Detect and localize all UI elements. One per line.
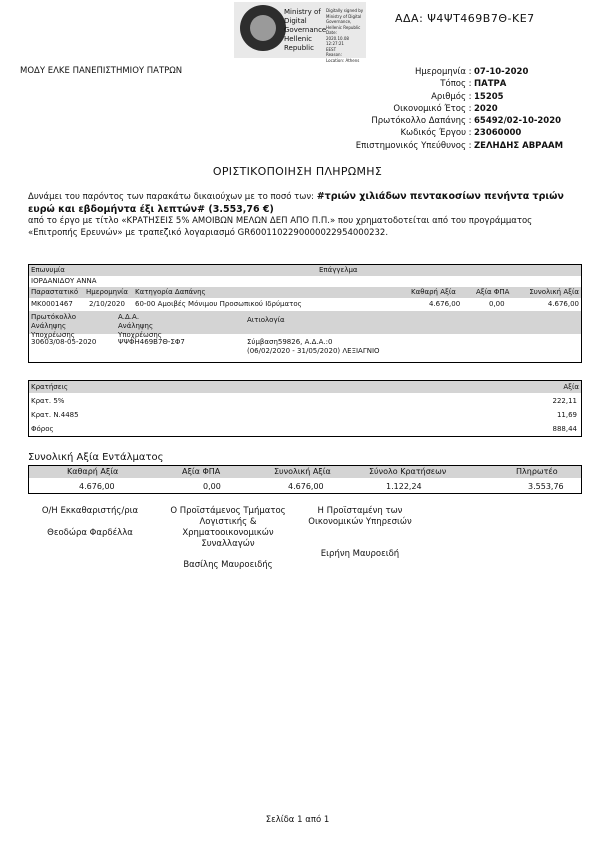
meta-row: Οικονομικό Έτος : 2020	[300, 103, 590, 115]
digital-signature-text	[326, 8, 366, 63]
deduction-value: 222,11	[552, 397, 577, 405]
header-vat: Αξία ΦΠΑ	[476, 288, 510, 296]
deductions-table	[28, 380, 582, 437]
header-total: Συνολική Αξία	[529, 288, 579, 296]
header-date: Ημερομηνία	[86, 288, 129, 296]
seal-center	[250, 15, 276, 41]
meta-value: 23060000	[474, 128, 522, 139]
ministry-name-en	[284, 8, 327, 53]
totals-table	[28, 465, 582, 494]
sig-line: 2020.10.08 12:27:21	[326, 35, 349, 46]
doc-number: ΜΚ0001467	[31, 300, 73, 308]
project-text: από το έργο με τίτλο «ΚΡΑΤΗΣΕΙΣ 5% ΑΜΟΙΒΩΝ ΜΕΛΩΝ ΔΕΠ ΑΠΟ Π.Π.» που χρηματοδοτείται από του προγράμματος «Επιτροπής Ερευνών» με τραπεζικό λογαριασμό GR6001102290000022954000232.	[28, 216, 533, 238]
meta-value: 07-10-2020	[474, 67, 529, 77]
expense-category: 60-00 Αμοιβές Μόνιμου Προσωπικού Ιδρύματος	[135, 300, 302, 308]
header-deduction: Κρατήσεις	[31, 383, 68, 391]
header-reason: Αιτιολογία	[247, 316, 285, 324]
ministry-line: Hellenic Republic	[284, 35, 314, 52]
header-net: Καθαρή Αξία	[67, 467, 119, 476]
payable-total: 3.553,76	[528, 482, 564, 491]
signature-name: Θεοδώρα Φαρδέλλα	[47, 528, 133, 538]
table-row	[29, 276, 581, 287]
payment-description	[28, 191, 580, 239]
header-net: Καθαρή Αξία	[411, 288, 456, 296]
signature-accounting-head	[158, 506, 298, 571]
net-value: 4.676,00	[429, 300, 461, 308]
document-title: ΟΡΙΣΤΙΚΟΠΟΙΗΣΗ ΠΛΗΡΩΜΗΣ	[212, 165, 383, 178]
meta-label: Επιστημονικός Υπεύθυνος	[355, 140, 466, 151]
meta-row: Κωδικός Έργου : 23060000	[300, 127, 590, 139]
beneficiary-table	[28, 264, 582, 363]
meta-label: Ημερομηνία	[414, 67, 466, 77]
header-value: Αξία	[563, 383, 579, 391]
table-header	[29, 287, 581, 298]
organization-name: ΜΟΔΥ ΕΛΚΕ ΠΑΝΕΠΙΣΤΗΜΙΟΥ ΠΑΤΡΩΝ	[20, 66, 183, 76]
totals-title: Συνολική Αξία Εντάλματος	[28, 452, 164, 463]
total-value: 4.676,00	[547, 300, 579, 308]
sig-line: EEST	[326, 46, 337, 52]
header-doc: Παραστατικό	[31, 288, 79, 296]
meta-row: Αριθμός : 15205	[300, 91, 590, 103]
meta-value: 65492/02-10-2020	[474, 116, 562, 127]
meta-label: Αριθμός	[431, 91, 466, 102]
header-profession: Επάγγελμα	[319, 266, 358, 274]
sig-line: Ministry of Digital	[326, 13, 362, 19]
ada-value: ΨΨΦΗ469Β7Θ-ΣΦ7	[118, 338, 185, 346]
header-total: Συνολική Αξία	[274, 467, 331, 476]
header-vat: Αξία ΦΠΑ	[182, 467, 221, 476]
table-header	[29, 311, 581, 339]
sig-line: Hellenic Republic	[326, 24, 361, 30]
meta-value: ΖΕΛΗΔΗΣ ΑΒΡΑΑΜ	[474, 140, 564, 151]
page-number: Σελίδα 1 από 1	[265, 815, 330, 825]
intro-text: Δυνάμει του παρόντος των παρακάτω δικαιούχων με το ποσό των:	[28, 192, 317, 202]
signature-name: Βασίλης Μαυροειδής	[183, 560, 273, 570]
header-protocol: Πρωτόκολλο Ανάληψης Υποχρέωσης	[31, 313, 77, 339]
table-row	[29, 407, 581, 421]
signature-title: Λογιστικής &	[199, 517, 257, 527]
meta-label: Πρωτόκολλο Δαπάνης	[371, 116, 466, 127]
sig-line: Digitally signed by	[326, 8, 364, 13]
protocol-value: 30603/08-05-2020	[31, 338, 97, 346]
meta-row: Επιστημονικός Υπεύθυνος : ΖΕΛΗΔΗΣ ΑΒΡΑΑΜ	[300, 140, 590, 152]
vat-total: 0,00	[203, 482, 221, 491]
table-row	[29, 334, 581, 362]
grand-total: 4.676,00	[288, 482, 324, 491]
meta-row: Πρωτόκολλο Δαπάνης : 65492/02-10-2020	[300, 115, 590, 127]
table-row	[29, 421, 581, 436]
reason-line: Σύμβαση59826, Α.Δ.Α.:0	[247, 338, 333, 346]
net-total: 4.676,00	[79, 482, 115, 491]
meta-label: Κωδικός Έργου	[400, 128, 466, 139]
ministry-line: Governance	[284, 26, 327, 34]
header-name: Επωνυμία	[31, 266, 65, 274]
table-header	[29, 265, 581, 276]
table-header	[29, 466, 581, 478]
deduction-label: Κρατ. 5%	[31, 397, 65, 405]
signature-title: Συναλλαγών	[201, 539, 255, 549]
header-deductions: Σύνολο Κρατήσεων	[369, 467, 447, 476]
table-header	[29, 381, 581, 393]
table-row	[29, 298, 581, 311]
doc-date: 2/10/2020	[89, 300, 125, 308]
vat-value: 0,00	[489, 300, 505, 308]
meta-label: Τόπος	[440, 79, 466, 90]
meta-value: ΠΑΤΡΑ	[474, 79, 507, 90]
meta-row: Ημερομηνία : 07-10-2020	[300, 66, 590, 78]
sig-line: Governance,	[326, 19, 352, 24]
amount-in-words: #τριών χιλιάδων πεντακοσίων πενήντα τριών ευρώ και εβδομήντα έξι λεπτών# (3.553,76 €)	[28, 191, 564, 215]
beneficiary-name: ΙΟΡΔΑΝΙΔΟΥ ΑΝΝΑ	[31, 277, 97, 285]
meta-label: Οικονομικό Έτος	[393, 103, 466, 114]
deduction-label: Φόρος	[31, 425, 54, 433]
ada-code: ΑΔΑ: Ψ4ΨΤ469Β7Θ-ΚΕ7	[395, 12, 535, 25]
sig-line: Location: Athens	[326, 57, 360, 63]
table-row	[29, 478, 581, 493]
table-row	[29, 393, 581, 407]
document-meta	[300, 66, 590, 152]
deductions-total: 1.122,24	[386, 482, 422, 491]
ministry-line: Ministry of Digital	[284, 8, 321, 25]
sig-line: Reason:	[326, 52, 342, 57]
deduction-value: 11,69	[556, 411, 577, 419]
signature-title: Ο/Η Εκκαθαριστής/ρια	[41, 506, 139, 516]
sig-line: Date:	[326, 30, 337, 35]
signature-title: Χρηματοοικονομικών	[182, 528, 274, 538]
signature-title: Η Προϊσταμένη των	[317, 506, 403, 516]
signature-title: Οικονομικών Υπηρεσιών	[308, 517, 412, 527]
deduction-value: 888,44	[552, 425, 577, 433]
signature-title: Ο Προϊστάμενος Τμήματος	[170, 506, 286, 516]
header-ada: Α.Δ.Α. Ανάληψης Υποχρέωσης	[118, 313, 162, 339]
signature-clearer	[30, 506, 150, 539]
meta-value: 2020	[474, 103, 498, 114]
signature-name: Ειρήνη Μαυροειδή	[320, 549, 400, 559]
header-payable: Πληρωτέο	[516, 467, 558, 476]
signature-logo-block	[234, 2, 366, 63]
signature-finance-head	[295, 506, 425, 560]
meta-row: Τόπος : ΠΑΤΡΑ	[300, 78, 590, 90]
deduction-label: Κρατ. Ν.4485	[31, 411, 79, 419]
meta-value: 15205	[474, 91, 504, 102]
header-category: Κατηγορία Δαπάνης	[135, 288, 206, 296]
reason-line: (06/02/2020 - 31/05/2020) ΛΕΞΙΑΓΝΙΟ	[247, 347, 380, 355]
